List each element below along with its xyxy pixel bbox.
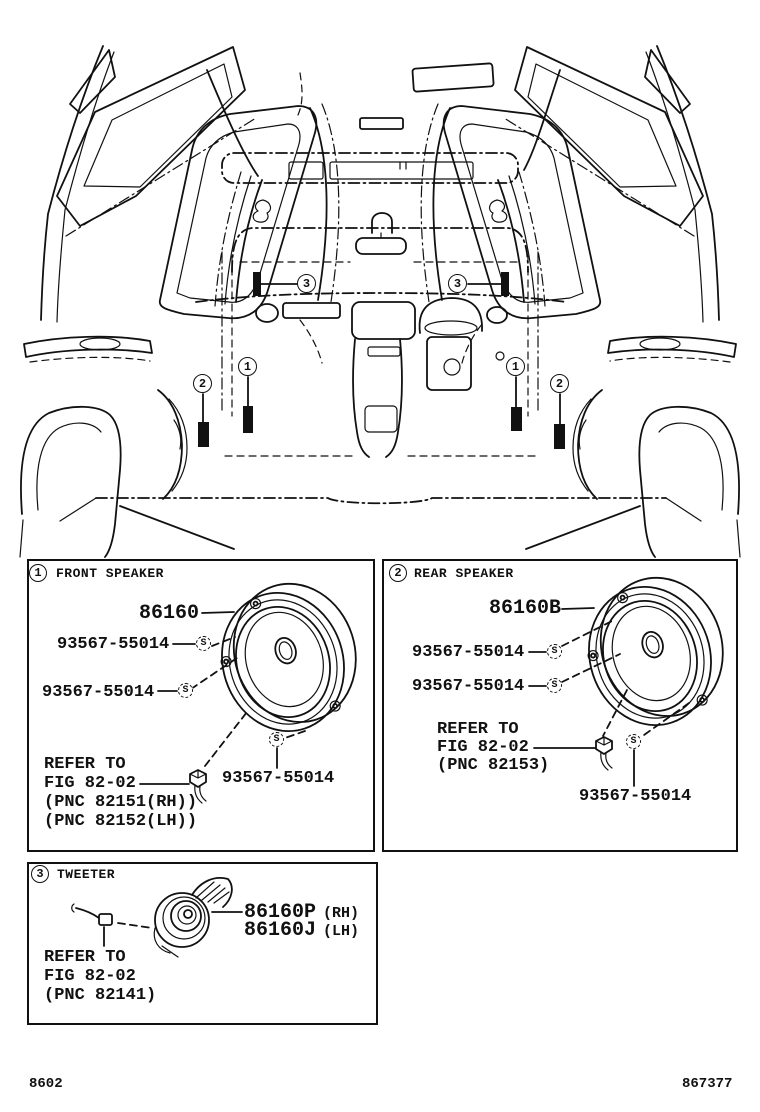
reference-note-line: (PNC 82141) [44,986,157,1005]
section-title: FRONT SPEAKER [56,566,164,581]
page-code-right: 867377 [682,1076,733,1092]
screw-part-number-label: 93567-55014 [412,643,525,662]
part-number-label: 86160B [489,597,562,620]
callout-front-speaker-left: 1 [238,357,257,376]
reference-note-line: FIG 82-02 [44,774,136,793]
callout-tweeter-left: 3 [297,274,316,293]
callout-tweeter-right: 3 [448,274,467,293]
reference-note-line: REFER TO [44,948,126,967]
page-code-left: 8602 [29,1076,63,1092]
part-number-label: 86160 [139,602,200,625]
reference-note-line: FIG 82-02 [437,738,529,757]
reference-note-line: FIG 82-02 [44,967,136,986]
tweeter-box-border [27,862,378,1025]
screw-part-number-label: 93567-55014 [579,787,692,806]
callout-rear-speaker-right: 2 [550,374,569,393]
screw-symbol: S [269,732,284,747]
part-side-label: (LH) [323,923,360,940]
section-number-badge: 2 [389,564,407,582]
callout-rear-speaker-left: 2 [193,374,212,393]
section-number-badge: 1 [29,564,47,582]
part-number-label: 86160J [244,919,317,942]
part-side-label: (RH) [323,905,360,922]
callout-front-speaker-right: 1 [506,357,525,376]
screw-symbol: S [178,683,193,698]
screw-symbol: S [547,644,562,659]
section-number-badge: 3 [31,865,49,883]
screw-part-number-label: 93567-55014 [42,683,155,702]
reference-note-line: REFER TO [437,720,519,739]
front-speaker-box-border [27,559,375,852]
screw-symbol: S [547,678,562,693]
screw-symbol: S [626,734,641,749]
screw-symbol: S [196,636,211,651]
part-number-label: 86160P [244,901,317,924]
reference-note-line: (PNC 82153) [437,756,550,775]
rear-speaker-box-border [382,559,738,852]
reference-note-line: (PNC 82152(LH)) [44,812,198,831]
reference-note-line: REFER TO [44,755,126,774]
screw-part-number-label: 93567-55014 [57,635,170,654]
section-title: REAR SPEAKER [414,566,514,581]
screw-part-number-label: 93567-55014 [412,677,525,696]
reference-note-line: (PNC 82151(RH)) [44,793,198,812]
section-title: TWEETER [57,867,116,882]
screw-part-number-label: 93567-55014 [222,769,335,788]
